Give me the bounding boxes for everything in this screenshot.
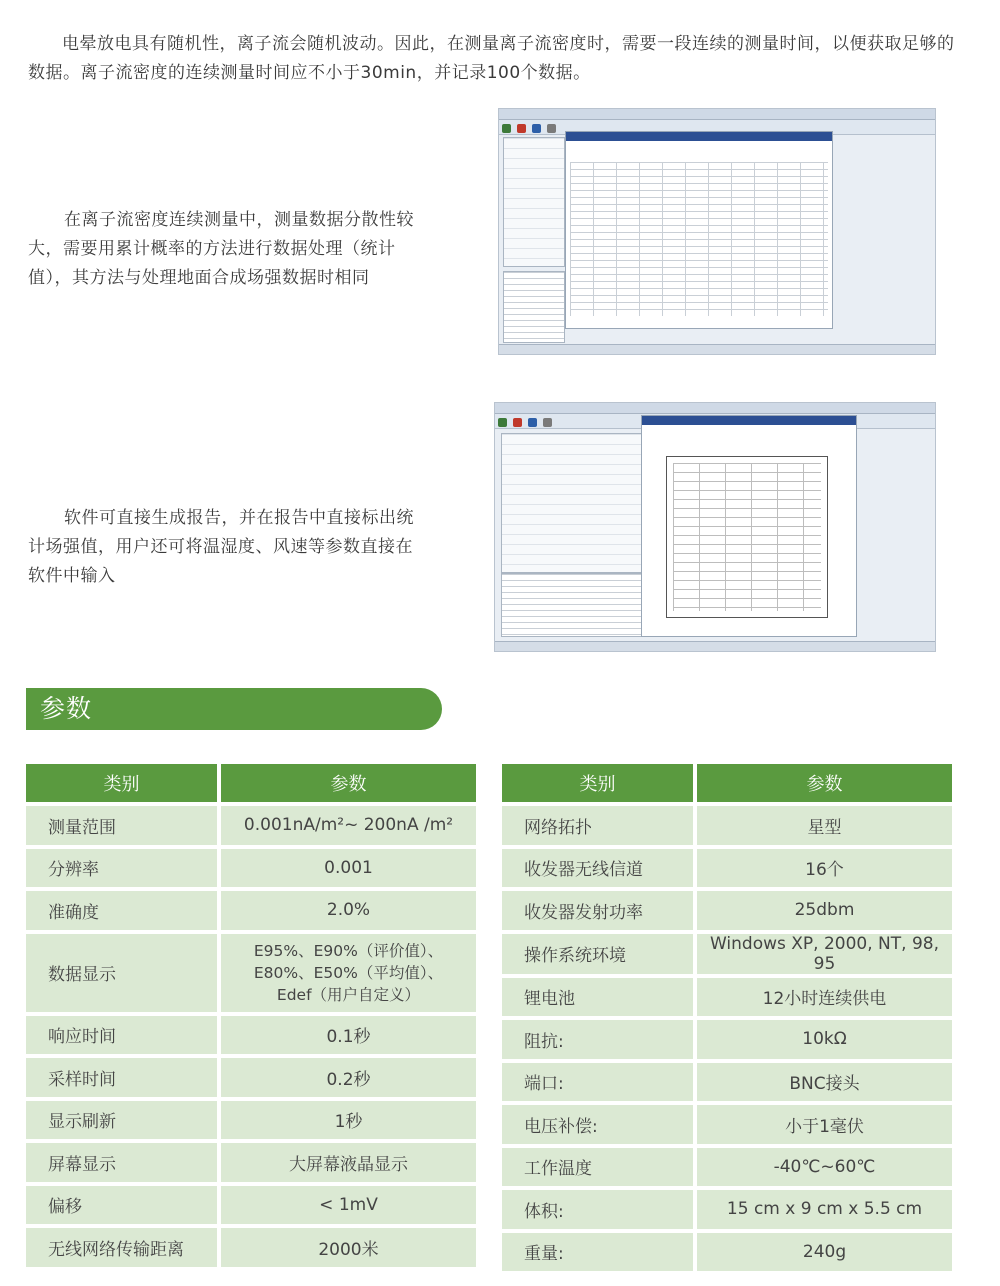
table-row xyxy=(502,1020,952,1059)
table-row xyxy=(26,1101,476,1140)
row-category: 工作温度 xyxy=(502,1148,693,1187)
report-paragraph: 软件可直接生成报告，并在报告中直接标出统计场强值，用户还可将温湿度、风速等参数直接在软件中输入 xyxy=(28,508,414,586)
table-row xyxy=(502,891,952,930)
table-row xyxy=(502,1105,952,1144)
row-value: -40℃~60℃ xyxy=(697,1148,952,1187)
row-value: 2000米 xyxy=(221,1228,476,1267)
row-value: 0.001nA/m²~ 200nA /m² xyxy=(221,806,476,845)
window-titlebar xyxy=(495,403,935,414)
row-category: 偏移 xyxy=(26,1186,217,1225)
row-category: 收发器无线信道 xyxy=(502,849,693,888)
data-list xyxy=(503,271,565,343)
row-category: 锂电池 xyxy=(502,978,693,1017)
row-value: BNC接头 xyxy=(697,1063,952,1102)
row-value: 240g xyxy=(697,1233,952,1272)
data-list xyxy=(501,573,643,637)
row-value: 0.1秒 xyxy=(221,1016,476,1055)
table-row xyxy=(502,806,952,845)
status-bar xyxy=(499,344,935,354)
table-row xyxy=(502,978,952,1017)
row-value: 大屏幕液晶显示 xyxy=(221,1143,476,1182)
row-value: 10kΩ xyxy=(697,1020,952,1059)
table-row xyxy=(26,1186,476,1225)
table-row xyxy=(26,1016,476,1055)
statistics-paragraph: 在离子流密度连续测量中，测量数据分散性较大，需要用累计概率的方法进行数据处理（统计值），其方法与处理地面合成场强数据时相同 xyxy=(28,210,414,288)
spec-table-right xyxy=(498,760,956,1275)
row-value: E95%、E90%（评价值）、 E80%、E50%（平均值）、 Edef（用户自定义） xyxy=(221,934,476,1012)
table-row xyxy=(26,1228,476,1267)
row-category: 采样时间 xyxy=(26,1058,217,1097)
row-value: Windows XP, 2000, NT, 98, 95 xyxy=(697,934,952,974)
row-category: 准确度 xyxy=(26,891,217,930)
row-category: 收发器发射功率 xyxy=(502,891,693,930)
section-banner-parameters: 参数 xyxy=(26,688,442,730)
table-row xyxy=(502,1063,952,1102)
row-category: 网络拓扑 xyxy=(502,806,693,845)
row-category: 分辨率 xyxy=(26,849,217,888)
column-header-category: 类别 xyxy=(26,764,217,802)
row-value: 小于1毫伏 xyxy=(697,1105,952,1144)
table-row xyxy=(502,934,952,974)
ion-current-plot xyxy=(503,137,565,267)
row-category: 端口: xyxy=(502,1063,693,1102)
row-value: < 1mV xyxy=(221,1186,476,1225)
table-row xyxy=(502,1233,952,1272)
column-header-parameter: 参数 xyxy=(221,764,476,802)
row-value: 12小时连续供电 xyxy=(697,978,952,1017)
row-category: 重量: xyxy=(502,1233,693,1272)
row-value: 2.0% xyxy=(221,891,476,930)
table-row xyxy=(26,806,476,845)
table-row xyxy=(26,891,476,930)
software-screenshot-report xyxy=(494,402,936,652)
table-row xyxy=(26,1058,476,1097)
table-row xyxy=(26,849,476,888)
row-category: 操作系统环境 xyxy=(502,934,693,974)
intro-paragraph: 电晕放电具有随机性，离子流会随机波动。因此，在测量离子流密度时，需要一段连续的测量时间，以便获取足够的数据。离子流密度的连续测量时间应不小于30min，并记录100个数据。 xyxy=(28,34,955,83)
row-value: 16个 xyxy=(697,849,952,888)
table-row xyxy=(502,1148,952,1187)
row-value: 0.2秒 xyxy=(221,1058,476,1097)
row-value: 1秒 xyxy=(221,1101,476,1140)
word-report-window xyxy=(641,415,857,637)
table-row xyxy=(26,934,476,1012)
row-category: 显示刷新 xyxy=(26,1101,217,1140)
row-category: 无线网络传输距离 xyxy=(26,1228,217,1267)
table-row xyxy=(26,1143,476,1182)
row-category: 响应时间 xyxy=(26,1016,217,1055)
row-category: 测量范围 xyxy=(26,806,217,845)
row-value: 25dbm xyxy=(697,891,952,930)
row-value: 星型 xyxy=(697,806,952,845)
row-category: 数据显示 xyxy=(26,934,217,1012)
table-row xyxy=(502,849,952,888)
column-header-category: 类别 xyxy=(502,764,693,802)
row-category: 体积: xyxy=(502,1190,693,1229)
window-titlebar xyxy=(499,109,935,120)
software-screenshot-spreadsheet xyxy=(498,108,936,355)
ion-current-plot xyxy=(501,433,643,573)
row-category: 阻抗: xyxy=(502,1020,693,1059)
status-bar xyxy=(495,641,935,651)
column-header-parameter: 参数 xyxy=(697,764,952,802)
row-category: 电压补偿: xyxy=(502,1105,693,1144)
row-category: 屏幕显示 xyxy=(26,1143,217,1182)
row-value: 15 cm x 9 cm x 5.5 cm xyxy=(697,1190,952,1229)
excel-window xyxy=(565,131,833,329)
spec-table-left xyxy=(22,760,480,1271)
row-value: 0.001 xyxy=(221,849,476,888)
table-row xyxy=(502,1190,952,1229)
